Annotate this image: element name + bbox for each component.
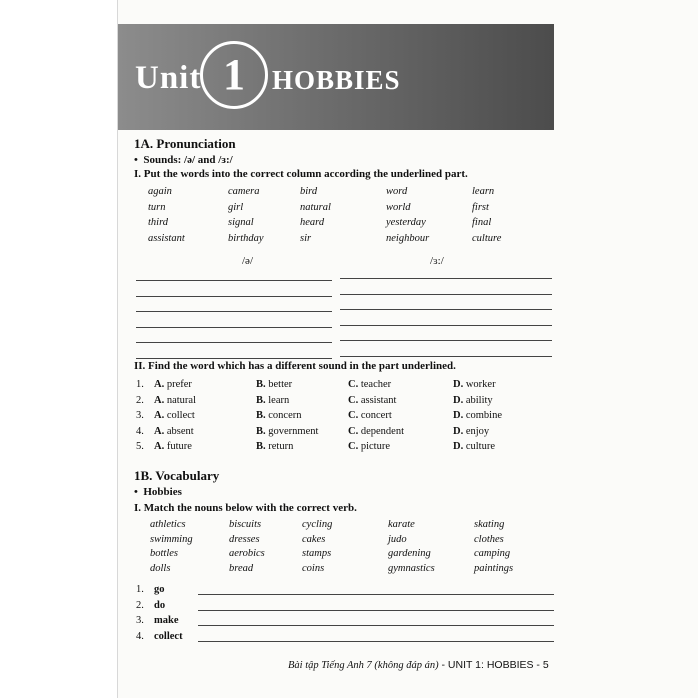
answer-option: B. better xyxy=(256,379,293,390)
word-item: word xyxy=(386,186,408,197)
answer-option: D. enjoy xyxy=(453,425,490,437)
answer-line xyxy=(340,356,552,357)
answer-line xyxy=(198,641,554,642)
verb-label: do xyxy=(154,599,166,611)
noun-item: dolls xyxy=(150,562,171,574)
verb-number: 2. xyxy=(136,599,144,611)
noun-item: gardening xyxy=(388,548,431,559)
bullet-icon: • xyxy=(134,154,138,166)
noun-item: cycling xyxy=(302,519,333,530)
workbook-page xyxy=(117,0,698,698)
answer-line xyxy=(136,358,332,359)
noun-item: bread xyxy=(229,562,254,574)
answer-option: B. learn xyxy=(256,394,290,406)
answer-option: A. future xyxy=(154,441,192,452)
noun-item: swimming xyxy=(150,533,193,545)
answer-option: C. concert xyxy=(348,410,392,421)
column-symbol-schwa: /ə/ xyxy=(242,255,253,267)
word-item: first xyxy=(472,201,489,213)
answer-line xyxy=(136,311,332,312)
answer-option: C. picture xyxy=(348,441,390,452)
answer-option: D. ability xyxy=(453,394,493,406)
word-item: third xyxy=(148,217,169,228)
answer-line xyxy=(340,294,552,295)
answer-option: A. absent xyxy=(154,425,194,437)
question-number: 1. xyxy=(136,379,144,390)
ex1-instruction: I. Put the words into the correct column according the underlined part. xyxy=(134,168,468,180)
unit-label: Unit xyxy=(135,60,202,96)
answer-line xyxy=(136,296,332,297)
word-item: birthday xyxy=(228,232,264,244)
word-item: turn xyxy=(148,201,166,213)
answer-option: B. concern xyxy=(256,410,302,421)
answer-line xyxy=(136,342,332,343)
verb-number: 4. xyxy=(136,630,144,642)
answer-line xyxy=(198,625,554,626)
page-footer: Bài tập Tiếng Anh 7 (không đáp án) - UNIT 1: HOBBIES - 5 xyxy=(288,659,549,671)
bullet-icon: • xyxy=(134,486,138,498)
answer-option: C. dependent xyxy=(348,425,404,437)
answer-line xyxy=(136,280,332,281)
answer-option: C. assistant xyxy=(348,394,397,406)
noun-item: aerobics xyxy=(229,548,265,559)
word-item: bird xyxy=(300,186,318,197)
unit-number-badge: 1 xyxy=(200,41,268,109)
question-number: 4. xyxy=(136,425,144,437)
word-item: final xyxy=(472,217,492,228)
word-item: heard xyxy=(300,217,325,228)
word-item: learn xyxy=(472,186,495,197)
word-item: neighbour xyxy=(386,232,430,244)
word-item: girl xyxy=(228,201,244,213)
noun-item: clothes xyxy=(474,533,504,545)
answer-option: C. teacher xyxy=(348,379,392,390)
sounds-label: • Sounds: /ə/ and /ɜ:/ xyxy=(134,154,233,166)
word-item: signal xyxy=(228,217,254,228)
answer-line xyxy=(340,309,552,310)
answer-option: A. prefer xyxy=(154,379,192,390)
word-item: camera xyxy=(228,186,260,197)
noun-item: gymnastics xyxy=(388,562,435,574)
word-item: yesterday xyxy=(386,217,426,228)
verb-label: collect xyxy=(154,630,183,642)
word-item: world xyxy=(386,201,411,213)
question-number: 5. xyxy=(136,441,144,452)
unit-title: HOBBIES xyxy=(272,65,401,95)
noun-item: karate xyxy=(388,519,415,530)
verb-number: 1. xyxy=(136,584,144,595)
answer-option: D. culture xyxy=(453,441,495,452)
column-symbol-er: /ɜ:/ xyxy=(430,255,444,267)
noun-item: bottles xyxy=(150,548,178,559)
word-item: assistant xyxy=(148,232,185,244)
answer-line xyxy=(340,340,552,341)
noun-item: biscuits xyxy=(229,519,262,530)
question-number: 2. xyxy=(136,394,144,406)
noun-item: dresses xyxy=(229,533,260,545)
answer-line xyxy=(340,325,552,326)
word-item: natural xyxy=(300,201,331,213)
verb-label: go xyxy=(154,584,165,595)
verb-label: make xyxy=(154,615,179,626)
noun-item: stamps xyxy=(302,548,332,559)
noun-item: skating xyxy=(474,519,505,530)
answer-line xyxy=(340,278,552,279)
answer-option: A. natural xyxy=(154,394,196,406)
answer-option: B. return xyxy=(256,441,294,452)
answer-line xyxy=(198,594,554,595)
noun-item: cakes xyxy=(302,533,326,545)
answer-option: D. combine xyxy=(453,410,502,421)
noun-item: camping xyxy=(474,548,511,559)
noun-item: judo xyxy=(388,533,407,545)
word-item: sir xyxy=(300,232,312,244)
verb-number: 3. xyxy=(136,615,144,626)
answer-option: A. collect xyxy=(154,410,195,421)
word-item: again xyxy=(148,186,172,197)
ex2-instruction: II. Find the word which has a different sound in the part underlined. xyxy=(134,360,456,372)
vocab-ex1-instruction: I. Match the nouns below with the correct verb. xyxy=(134,502,357,514)
hobbies-label: • Hobbies xyxy=(134,486,182,498)
unit-banner xyxy=(118,24,554,130)
noun-item: athletics xyxy=(150,519,186,530)
section-title-vocabulary: 1B. Vocabulary xyxy=(134,468,220,483)
answer-line xyxy=(136,327,332,328)
noun-item: coins xyxy=(302,562,325,574)
noun-item: paintings xyxy=(474,562,514,574)
question-number: 3. xyxy=(136,410,144,421)
answer-option: B. government xyxy=(256,425,319,437)
section-title-pronunciation: 1A. Pronunciation xyxy=(134,136,236,151)
answer-line xyxy=(198,610,554,611)
answer-option: D. worker xyxy=(453,379,496,390)
word-item: culture xyxy=(472,232,502,244)
